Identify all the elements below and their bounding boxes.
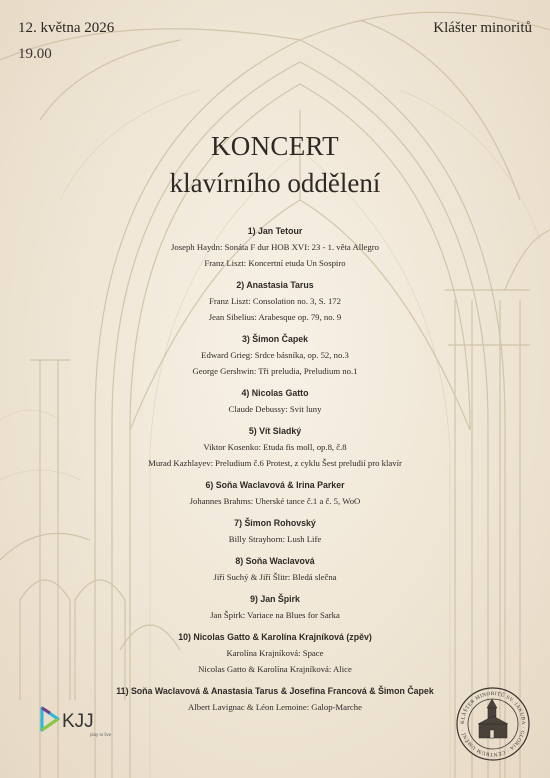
performer-name: 4) Nicolas Gatto: [241, 388, 309, 398]
performer-name: 7) Šimon Rohovský: [234, 518, 316, 528]
piece-line: Viktor Kosenko: Etuda fis moll, op.8, č.8: [203, 442, 347, 452]
piece-line: Jan Špirk: Variace na Blues for Sarka: [210, 610, 340, 620]
performer-name: 11) Soňa Waclavová & Anastasia Tarus & Josefina Francová & Šimon Čapek: [116, 686, 434, 696]
piece-line: Johannes Brahms: Uherské tance č.1 a č. 5, WoO: [189, 496, 361, 506]
program-list: [0, 223, 550, 721]
piece-line: Franz Liszt: Consolation no. 3, S. 172: [209, 296, 341, 306]
piece-line: Murad Kazhlayev: Preludium č.6 Protest, z cyklu Šest preludií pro klavír: [148, 458, 402, 468]
poster-subtitle: klavírního oddělení: [169, 168, 381, 198]
program-item: [0, 277, 550, 325]
performer-name: 9) Jan Špirk: [250, 594, 300, 604]
event-venue: Klášter minoritů: [433, 20, 532, 36]
program-item: [0, 223, 550, 271]
seal-text: KLÁŠTER MINORITŮ SV. JAKUBA · GLORIA · CENTRUM UMĚNÍ ·: [459, 690, 527, 758]
church-building-icon: [478, 699, 508, 738]
piece-line: George Gershwin: Tři preludia, Preludium no.1: [192, 366, 358, 376]
performer-name: 6) Soňa Waclavová & Irina Parker: [205, 480, 345, 490]
poster-title: KONCERT: [211, 131, 339, 161]
program-item: [0, 629, 550, 677]
performer-name: 5) Vít Sladký: [248, 426, 302, 436]
piece-line: Billy Strayhorn: Lush Life: [228, 534, 322, 544]
performer-name: 2) Anastasia Tarus: [236, 280, 314, 290]
program-item: [0, 477, 550, 509]
performer-name: 3) Šimon Čapek: [242, 334, 308, 344]
piece-line: Claude Debussy: Svit luny: [228, 404, 322, 414]
piece-line: Karolína Krajníková: Space: [226, 648, 324, 658]
play-icon: [42, 708, 58, 730]
program-item: [0, 385, 550, 417]
monastery-seal: [455, 686, 531, 762]
piece-line: Franz Liszt: Koncertní etuda Un Sospiro: [204, 258, 346, 268]
performer-name: 1) Jan Tetour: [247, 226, 303, 236]
event-date: 12. května 2026: [18, 20, 115, 36]
piece-line: Edward Grieg: Srdce básníka, op. 52, no.3: [201, 350, 349, 360]
program-item: [0, 591, 550, 623]
piece-line: Jiří Suchý & Jiří Šlitr: Bledá slečna: [213, 572, 337, 582]
program-item: [0, 423, 550, 471]
program-item: [0, 553, 550, 585]
piece-line: Jean Sibelius: Arabesque op. 79, no. 9: [208, 312, 342, 322]
performer-name: 8) Soňa Waclavová: [235, 556, 315, 566]
piece-line: Joseph Haydn: Sonáta F dur HOB XVI: 23 - 1. věta Allegro: [171, 242, 379, 252]
logo-tagline: play to live: [90, 732, 112, 737]
program-item: [0, 515, 550, 547]
kjj-logo: [38, 700, 118, 740]
piece-line: Nicolas Gatto & Karolína Krajníková: Alice: [198, 664, 352, 674]
event-time: 19.00: [18, 46, 52, 62]
logo-text: KJJ: [62, 711, 94, 732]
program-item: [0, 331, 550, 379]
piece-line: Albert Lavignac & Léon Lemoine: Galop-Marche: [188, 702, 362, 712]
performer-name: 10) Nicolas Gatto & Karolína Krajníková (zpěv): [178, 632, 372, 642]
